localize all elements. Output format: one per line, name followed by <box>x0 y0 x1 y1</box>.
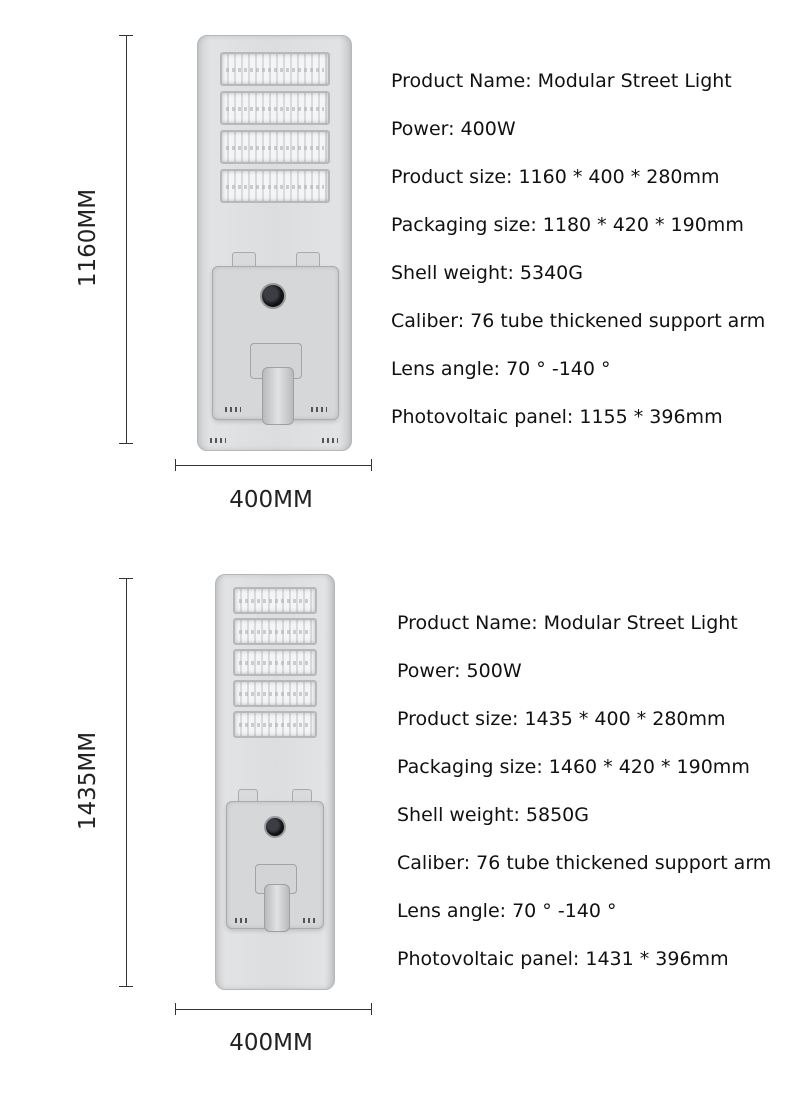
width-dimension-tick-right <box>371 459 372 471</box>
width-dimension-tick-left <box>175 1003 176 1015</box>
width-dimension-tick-right <box>371 1003 372 1015</box>
vent-icon <box>303 918 315 923</box>
led-module <box>233 587 317 614</box>
spec-product-name: Product Name: Modular Street Light <box>397 612 738 634</box>
led-module <box>233 680 317 707</box>
spec-list <box>397 599 771 983</box>
led-module <box>220 169 330 203</box>
width-label: 400MM <box>229 487 313 513</box>
spec-shell-weight: Shell weight: 5340G <box>391 262 583 284</box>
spec-photovoltaic-panel: Photovoltaic panel: 1431 * 396mm <box>397 948 729 970</box>
width-label: 400MM <box>229 1030 313 1056</box>
product-500w <box>0 548 790 1096</box>
vent-icon <box>210 438 226 443</box>
led-module <box>220 52 330 86</box>
led-module <box>233 618 317 645</box>
height-dimension-tick-bottom <box>119 986 133 987</box>
vent-icon <box>235 918 247 923</box>
spec-power: Power: 500W <box>397 660 522 682</box>
width-dimension-tick-left <box>175 459 176 471</box>
street-light-image <box>215 574 335 990</box>
product-400w <box>0 0 790 540</box>
support-arm <box>264 884 290 932</box>
height-label: 1435MM <box>75 731 101 831</box>
spec-photovoltaic-panel: Photovoltaic panel: 1155 * 396mm <box>391 406 723 428</box>
height-dimension-line <box>126 578 127 986</box>
street-light-image <box>197 35 352 451</box>
control-panel <box>226 801 324 929</box>
spec-list <box>391 57 765 441</box>
led-module <box>233 649 317 676</box>
spec-power: Power: 400W <box>391 118 516 140</box>
led-module <box>233 711 317 738</box>
led-module <box>220 91 330 125</box>
height-dimension-tick-bottom <box>119 443 133 444</box>
spec-shell-weight: Shell weight: 5850G <box>397 804 589 826</box>
height-dimension-tick-top <box>119 578 133 579</box>
spec-caliber: Caliber: 76 tube thickened support arm <box>397 852 772 874</box>
height-dimension-line <box>126 35 127 443</box>
led-module <box>220 130 330 164</box>
spec-packaging-size: Packaging size: 1460 * 420 * 190mm <box>397 756 750 778</box>
light-sensor-icon <box>260 283 286 309</box>
light-sensor-icon <box>264 816 286 838</box>
height-dimension-tick-top <box>119 35 133 36</box>
control-panel <box>212 266 339 420</box>
spec-lens-angle: Lens angle: 70 ° -140 ° <box>391 358 611 380</box>
width-dimension-line <box>175 465 371 466</box>
spec-product-size: Product size: 1160 * 400 * 280mm <box>391 166 720 188</box>
height-label: 1160MM <box>75 188 101 288</box>
spec-lens-angle: Lens angle: 70 ° -140 ° <box>397 900 617 922</box>
support-arm <box>262 367 294 425</box>
vent-icon <box>225 407 241 412</box>
width-dimension-line <box>175 1009 371 1010</box>
spec-packaging-size: Packaging size: 1180 * 420 * 190mm <box>391 214 744 236</box>
spec-caliber: Caliber: 76 tube thickened support arm <box>391 310 766 332</box>
spec-product-size: Product size: 1435 * 400 * 280mm <box>397 708 726 730</box>
vent-icon <box>311 407 327 412</box>
vent-icon <box>322 438 338 443</box>
spec-product-name: Product Name: Modular Street Light <box>391 70 732 92</box>
